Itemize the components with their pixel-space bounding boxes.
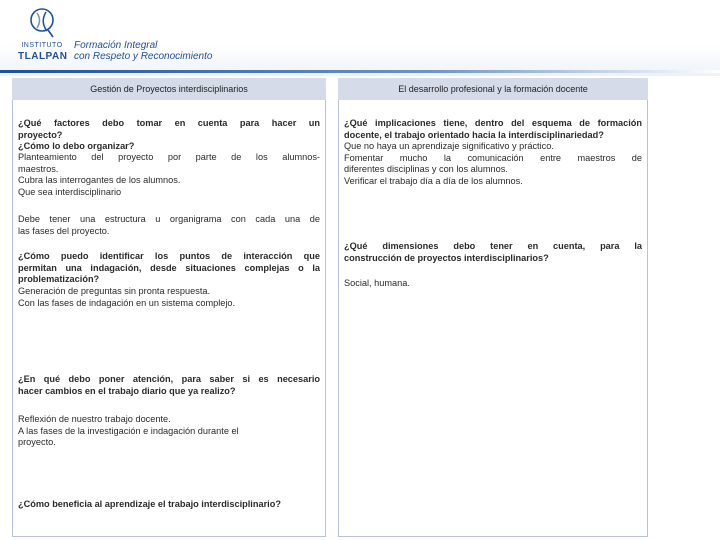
left-column (12, 78, 326, 537)
header-banner (0, 0, 720, 76)
answer-interaction-points: Generación de preguntas sin pronta respuesta. Con las fases de indagación en un sistema complejo. (18, 286, 236, 308)
tagline-line-2: con Respeto y Reconocimiento (74, 51, 213, 62)
answer-dimensions: Social, humana. (344, 278, 410, 288)
right-column-title: El desarrollo profesional y la formación docente (338, 78, 648, 100)
right-column-body (338, 100, 648, 537)
logo-text-bottom: TLALPAN (18, 51, 68, 62)
right-column (338, 78, 648, 537)
left-column-body (12, 100, 326, 537)
question-implications: ¿Qué implicaciones tiene, dentro del esquema de formación docente, el trabajo orientado hacia la interdisciplinariedad? (344, 118, 642, 140)
answer-factors: Planteamiento del proyecto por parte de los alumnos- maestros. Cubra las interrogantes de los alumnos. Que sea interdisciplinario (18, 152, 320, 197)
question-attention: ¿En qué debo poner atención, para saber si es necesario hacer cambios en el trabajo diario que ya realizo? (18, 374, 320, 396)
answer-attention: Reflexión de nuestro trabajo docente. A las fases de la investigación e indagación durante el proyecto. (18, 414, 239, 447)
header-divider (0, 70, 720, 73)
institution-tagline (74, 40, 212, 62)
question-interaction-points: ¿Cómo puedo identificar los puntos de interacción que permitan una indagación, desde situaciones complejas o la problematización? (18, 251, 320, 284)
logo-emblem-icon (28, 6, 56, 38)
institution-logo (18, 6, 66, 64)
logo-text-top: INSTITUTO (21, 42, 63, 49)
question-benefit: ¿Cómo beneficia al aprendizaje el trabajo interdisciplinario? (18, 499, 281, 509)
left-column-title: Gestión de Proyectos interdisciplinarios (12, 78, 326, 100)
answer-implications: Que no haya un aprendizaje significativo y práctico. Fomentar mucho la comunicación entre maestros de diferentes disciplinas y con los alumnos. Verificar el trabajo día a día de los alumnos. (344, 141, 642, 186)
question-factors: ¿Qué factores debo tomar en cuenta para hacer un proyecto? ¿Cómo lo debo organizar? (18, 118, 320, 151)
answer-structure: Debe tener una estructura u organigrama con cada una de las fases del proyecto. (18, 214, 320, 236)
question-dimensions: ¿Qué dimensiones debo tener en cuenta, para la construcción de proyectos interdisciplinarios? (344, 241, 642, 263)
tagline-line-1: Formación Integral (74, 40, 158, 51)
